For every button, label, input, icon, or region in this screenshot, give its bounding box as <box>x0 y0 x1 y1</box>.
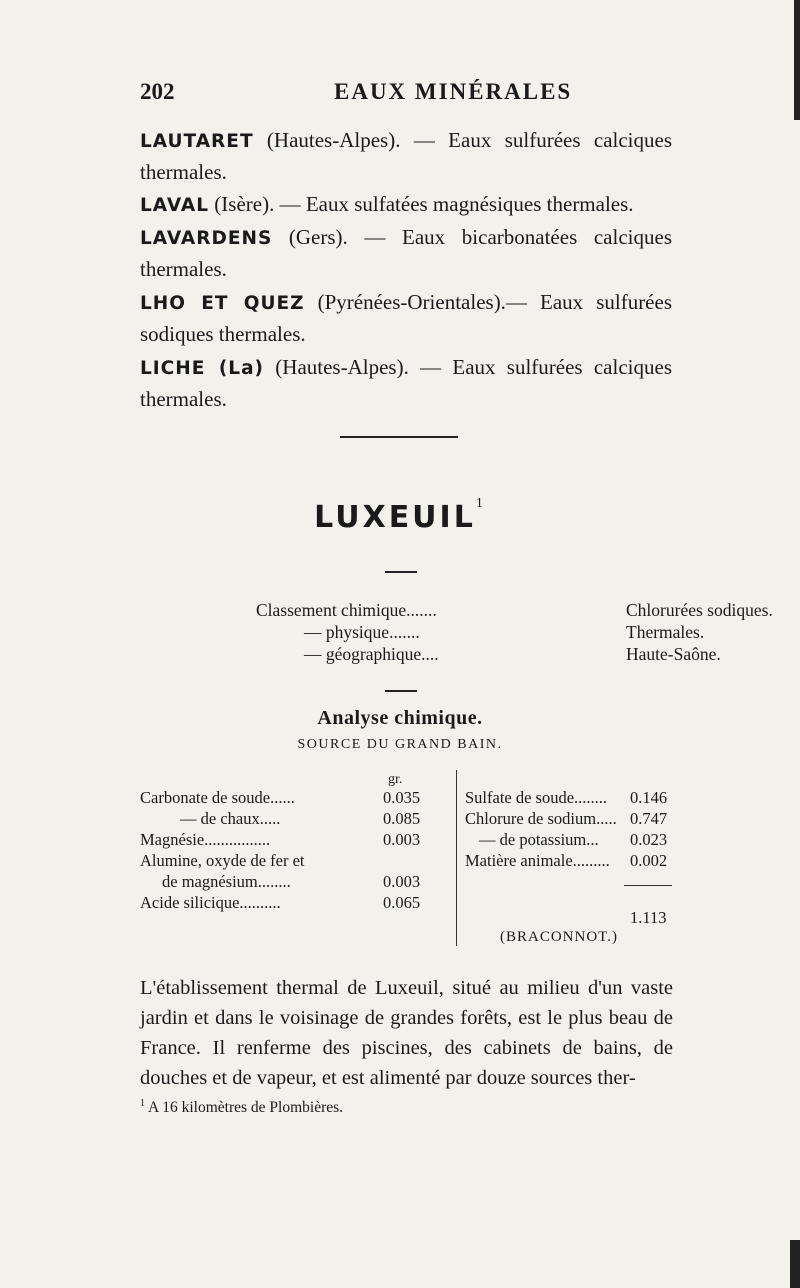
table-row: — de chaux..... 0.085 <box>180 809 421 828</box>
entry-liche <box>140 352 672 414</box>
entry-lavardens <box>140 222 672 284</box>
footnote-number: 1 <box>140 1098 145 1109</box>
page-number: 202 <box>140 79 175 104</box>
running-head <box>140 75 680 109</box>
classement-rule <box>385 690 417 692</box>
table-row: Sulfate de soude........ 0.146 <box>465 788 668 807</box>
analysis-table-right <box>465 772 675 871</box>
entry-lho-et-quez <box>140 287 672 349</box>
title-rule <box>385 571 417 573</box>
entry-name: LAUTARET <box>140 131 254 152</box>
entry-name: LAVARDENS <box>140 228 273 249</box>
classement-value: Haute-Saône. <box>626 644 721 664</box>
total-value: 1.113 <box>630 908 667 927</box>
analyse-title: Analyse chimique. <box>317 707 483 729</box>
unit-label: gr. <box>388 772 403 787</box>
section-title <box>0 496 800 535</box>
classement-label: Classement chimique....... <box>256 600 437 620</box>
analysis-credit: (BRACONNOT.) <box>500 929 618 945</box>
page-edge-mark <box>790 1240 800 1288</box>
table-row: Alumine, oxyde de fer et <box>140 851 305 870</box>
analysis-table-left <box>140 772 452 913</box>
entry-laval <box>140 189 672 221</box>
classement-block <box>256 600 800 668</box>
table-row: Carbonate de soude...... 0.035 <box>140 788 421 807</box>
body-paragraph: L'établissement thermal de Luxeuil, situé au milieu d'un vaste jardin et dans le voisinage de grandes forêts, est le plus beau de France. Il renferme des piscines, des cabinets de bains, de douches et de vapeur, et est alimenté par douze sources ther- <box>140 977 673 1089</box>
entry-name: LICHE (La) <box>140 358 265 379</box>
entry-text: (Hautes-Alpes). — Eaux sulfurées calciques thermales. <box>140 128 672 184</box>
classement-value: Chlorurées sodiques. <box>626 600 773 620</box>
table-row: — de potassium... 0.023 <box>479 830 668 849</box>
entry-text: (Isère). — Eaux sulfatées magnésiques thermales. <box>209 192 634 216</box>
table-row: Acide silicique.......... 0.065 <box>140 893 421 912</box>
table-row: de magnésium........ 0.003 <box>162 872 421 891</box>
table-divider <box>456 770 457 946</box>
classement-label: — géographique.... <box>304 644 439 664</box>
entry-name: LHO ET QUEZ <box>140 293 305 314</box>
table-row: Chlorure de sodium..... 0.747 <box>465 809 668 828</box>
classement-value: Thermales. <box>626 622 705 642</box>
entry-lautaret <box>140 125 672 187</box>
entry-text: (Hautes-Alpes). — Eaux sulfurées calciques thermales. <box>140 355 672 411</box>
footnote-mark: 1 <box>475 496 486 511</box>
table-row: Magnésie................ 0.003 <box>140 830 421 849</box>
section-divider <box>340 436 458 438</box>
classement-label: — physique....... <box>304 622 420 642</box>
footnote <box>140 1098 343 1117</box>
table-row: Matière animale......... 0.002 <box>465 851 668 870</box>
footnote-text: A 16 kilomètres de Plombières. <box>145 1099 344 1117</box>
source-name: SOURCE DU GRAND BAIN. <box>297 737 503 752</box>
entry-text: (Gers). — Eaux bicarbonatées calciques thermales. <box>140 225 672 281</box>
page-edge-mark <box>794 0 800 120</box>
sum-rule <box>624 885 672 886</box>
entry-text: (Pyrénées-Orientales).— Eaux sulfurées sodiques thermales. <box>140 290 672 346</box>
section-title-text: LUXEUIL <box>314 500 476 535</box>
running-title: EAUX MINÉRALES <box>334 79 573 104</box>
entry-name: LAVAL <box>140 195 210 216</box>
